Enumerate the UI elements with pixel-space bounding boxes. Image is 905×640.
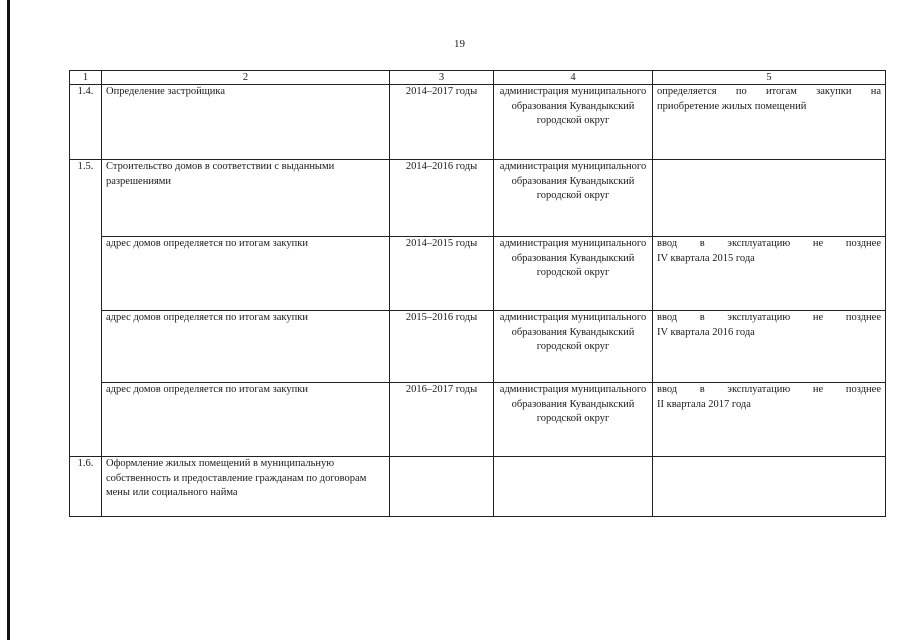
row-years: 2016–2017 годы xyxy=(390,383,494,457)
row-number xyxy=(70,311,102,383)
plan-table xyxy=(69,70,886,517)
row-result xyxy=(653,85,886,160)
row-executor: администрация муниципального образования Кувандыкский городской округ xyxy=(494,160,653,237)
header-col-5: 5 xyxy=(653,71,886,85)
row-executor: администрация муниципального образования Кувандыкский городской округ xyxy=(494,383,653,457)
row-result-line-1: ввод в эксплуатацию не позднее xyxy=(657,238,881,249)
row-result-line-2: IV квартала 2016 года xyxy=(657,326,755,338)
row-result-line-2: IV квартала 2015 года xyxy=(657,252,755,264)
header-col-4: 4 xyxy=(494,71,653,85)
row-years: 2015–2016 годы xyxy=(390,311,494,383)
row-number: 1.5. xyxy=(70,160,102,237)
row-result xyxy=(653,383,886,457)
row-result-line-2: II квартала 2017 года xyxy=(657,398,751,410)
row-result xyxy=(653,311,886,383)
row-result xyxy=(653,160,886,237)
row-name: Определение застройщика xyxy=(102,85,390,160)
row-name: Строительство домов в соответствии с выданными разрешениями xyxy=(102,160,390,237)
row-result xyxy=(653,457,886,517)
row-name: адрес домов определяется по итогам закупки xyxy=(102,311,390,383)
row-years: 2014–2016 годы xyxy=(390,160,494,237)
header-row xyxy=(70,71,886,85)
row-result xyxy=(653,237,886,311)
row-name: адрес домов определяется по итогам закупки xyxy=(102,237,390,311)
page-number: 19 xyxy=(454,38,465,50)
row-name: Оформление жилых помещений в муниципальную собственность и предоставление гражданам по договорам мены или социального найма xyxy=(102,457,390,517)
row-name: адрес домов определяется по итогам закупки xyxy=(102,383,390,457)
row-years xyxy=(390,457,494,517)
header-col-1: 1 xyxy=(70,71,102,85)
row-result-line-1: определяется по итогам закупки на xyxy=(657,86,881,97)
row-number: 1.4. xyxy=(70,85,102,160)
row-number: 1.6. xyxy=(70,457,102,517)
row-executor: администрация муниципального образования Кувандыкский городской округ xyxy=(494,311,653,383)
scan-edge-line xyxy=(7,0,10,640)
row-number xyxy=(70,383,102,457)
row-result-line-1: ввод в эксплуатацию не позднее xyxy=(657,312,881,323)
table-row xyxy=(70,383,886,457)
table-row xyxy=(70,237,886,311)
row-executor xyxy=(494,457,653,517)
table-row xyxy=(70,311,886,383)
table-row xyxy=(70,457,886,517)
row-result-line-2: приобретение жилых помещений xyxy=(657,100,807,112)
row-years: 2014–2015 годы xyxy=(390,237,494,311)
row-number xyxy=(70,237,102,311)
row-result-line-1: ввод в эксплуатацию не позднее xyxy=(657,384,881,395)
header-col-3: 3 xyxy=(390,71,494,85)
table-row xyxy=(70,85,886,160)
header-col-2: 2 xyxy=(102,71,390,85)
row-executor: администрация муниципального образования Кувандыкский городской округ xyxy=(494,237,653,311)
row-years: 2014–2017 годы xyxy=(390,85,494,160)
table-row xyxy=(70,160,886,237)
row-executor: администрация муниципального образования Кувандыкский городской округ xyxy=(494,85,653,160)
